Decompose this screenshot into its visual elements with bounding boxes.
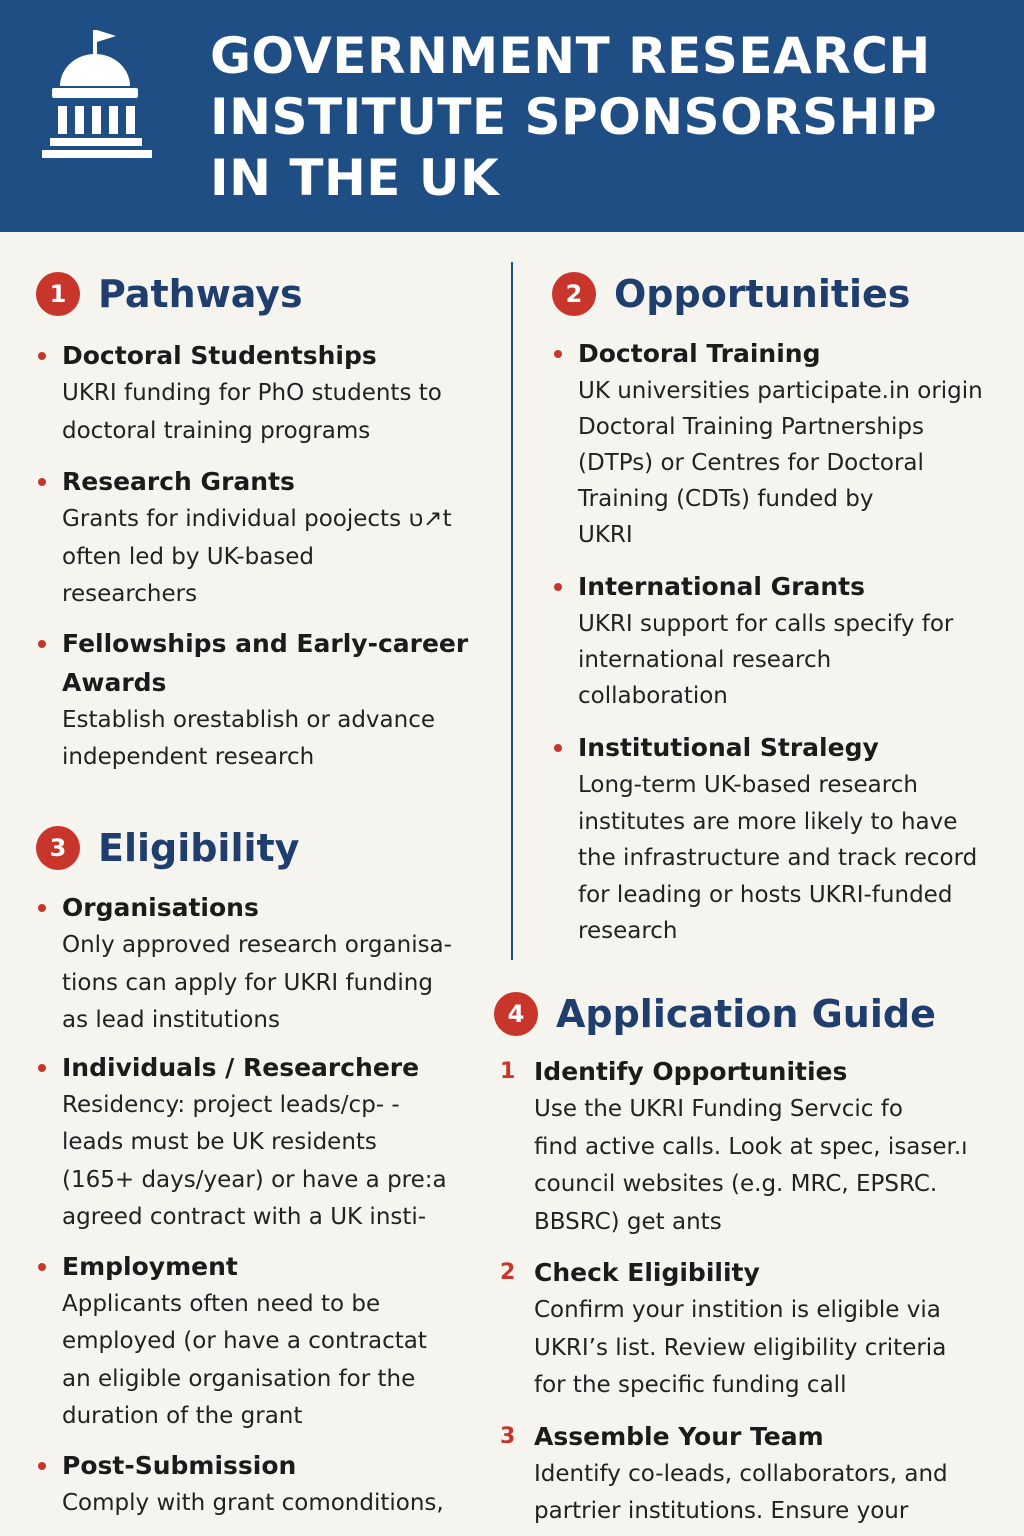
list-item	[552, 728, 992, 950]
item-title-wrap	[552, 728, 992, 767]
desc-line: duration of the grant	[62, 1403, 303, 1429]
list-item	[36, 624, 496, 777]
desc-line: an eligible organisation for the	[62, 1365, 416, 1392]
desc-line: Establish orestablish or advance	[62, 706, 436, 733]
desc-line: doctoral training programs	[62, 417, 371, 444]
desc-line: UKRI	[578, 522, 633, 548]
list-item	[552, 567, 992, 714]
section-title: Pathways	[98, 272, 303, 316]
item-title: Individuals / Researchere	[62, 1052, 420, 1082]
list-item	[36, 336, 496, 450]
step-number: 3	[500, 1423, 516, 1449]
bullet-icon	[38, 478, 46, 486]
desc-line: Applicants often need to be	[62, 1290, 381, 1317]
item-description	[36, 1087, 496, 1237]
item-description	[552, 767, 992, 950]
column-divider	[511, 262, 513, 960]
desc-line: partrier institutions. Ensure your	[534, 1498, 909, 1524]
item-description	[552, 373, 992, 553]
desc-line: Residency: project leads/cp- -	[62, 1091, 400, 1118]
desc-line: leads must be UK residents	[62, 1129, 377, 1155]
section-title: Opportunities	[614, 272, 911, 316]
desc-line: Use the UKRI Funding Servcic fo	[534, 1096, 903, 1122]
header-banner	[0, 0, 1024, 232]
section-header	[552, 264, 992, 320]
desc-line: UKRI support for calls specify for	[578, 611, 954, 637]
desc-line: Comply with grant comonditions,	[62, 1489, 444, 1516]
step-number: 2	[500, 1260, 516, 1285]
guide-step	[494, 1253, 1004, 1405]
list-item	[36, 1048, 496, 1237]
bullet-icon	[38, 640, 46, 648]
desc-line: council websites (e.g. MRC, EPSRC.	[534, 1171, 938, 1197]
desc-line: research	[578, 918, 678, 944]
section-title: Eligibility	[98, 826, 300, 870]
desc-line: researchers	[62, 581, 198, 607]
list-item	[36, 1247, 496, 1436]
bullet-icon	[38, 1462, 46, 1470]
desc-line: for the specific funding call	[534, 1372, 847, 1398]
bullet-icon	[554, 350, 562, 358]
item-title: Check Eligibility	[534, 1258, 760, 1287]
section-number-badge: 3	[36, 826, 80, 870]
item-description	[494, 1091, 1004, 1241]
desc-line: institutes are more likely to have	[578, 808, 958, 835]
item-title: Post-Submission	[62, 1450, 297, 1480]
item-title-wrap	[36, 336, 496, 375]
bullet-icon	[554, 583, 562, 591]
section-header	[494, 984, 1004, 1040]
desc-line: often led by UK-based	[62, 543, 315, 570]
desc-line: Doctoral Training Partnerships	[578, 414, 924, 440]
pathways-section	[36, 264, 496, 777]
item-title: Assemble Your Team	[534, 1421, 824, 1451]
desc-line: Grants for individual poojects ט↗t	[62, 506, 452, 532]
desc-line: employed (or have a contractat	[62, 1328, 427, 1354]
item-title: Organisations	[62, 893, 259, 922]
desc-line: the infrastructure and track record	[578, 845, 978, 871]
government-building-icon	[40, 26, 160, 160]
item-title-wrap	[494, 1253, 1004, 1292]
desc-line: Training (CDTs) funded by	[578, 486, 874, 512]
item-title: Fellowships and Early-career	[62, 628, 469, 658]
desc-line: as lead institutions	[62, 1007, 280, 1033]
title-line: INSTITUTE SPONSORSHIP	[210, 88, 938, 146]
section-title: Application Guide	[556, 992, 936, 1036]
item-description	[36, 1286, 496, 1436]
item-title-wrap	[36, 462, 496, 501]
desc-line: Only approved research organisa-	[62, 932, 452, 958]
bullet-icon	[38, 1064, 46, 1072]
desc-line: (165+ days/year) or have a pre:a	[62, 1166, 447, 1193]
desc-line: UKRI funding for PhO students to	[62, 380, 442, 406]
desc-line: Long-term UK-based research	[578, 772, 918, 798]
item-title-wrap	[36, 1247, 496, 1286]
section-number-badge: 4	[494, 992, 538, 1036]
item-description	[36, 375, 496, 450]
guide-step	[494, 1417, 1004, 1531]
list-item	[36, 1446, 496, 1523]
desc-line: find active calls. Look at spec, isaser.ı	[534, 1133, 968, 1160]
desc-line: Identify co-leads, collaborators, and	[534, 1460, 948, 1487]
item-title-wrap	[36, 1446, 496, 1485]
item-title-wrap	[36, 624, 496, 702]
item-title: Research Grants	[62, 467, 295, 496]
step-number: 1	[500, 1059, 516, 1084]
section-number-badge: 1	[36, 272, 80, 316]
page-title	[210, 26, 1000, 209]
desc-line: international research	[578, 647, 832, 673]
title-line: IN THE UK	[210, 149, 500, 207]
item-title: Employment	[62, 1251, 238, 1281]
desc-line: UK universities participate.in origin	[578, 378, 983, 404]
desc-line: agreed contract with a UK insti-	[62, 1204, 427, 1230]
item-description	[36, 501, 496, 614]
application-guide-section	[494, 984, 1004, 1531]
desc-line: independent research	[62, 744, 315, 770]
item-title: Doctoral Training	[578, 339, 821, 368]
item-description	[552, 606, 992, 714]
list-item	[552, 334, 992, 553]
desc-line: collaboration	[578, 683, 728, 709]
item-title-wrap	[36, 888, 496, 927]
item-title: Institutional Stralegy	[578, 733, 879, 762]
desc-line: UKRI’s list. Review eligibility criteria	[534, 1334, 947, 1361]
item-title-wrap	[494, 1052, 1004, 1091]
bullet-icon	[554, 744, 562, 752]
item-title: International Grants	[578, 572, 865, 601]
opportunities-section	[552, 264, 992, 950]
section-number-badge: 2	[552, 272, 596, 316]
item-description	[36, 927, 496, 1040]
guide-step	[494, 1052, 1004, 1241]
item-title: Identify Opportunities	[534, 1057, 848, 1086]
item-title-wrap	[36, 1048, 496, 1087]
item-description	[494, 1292, 1004, 1405]
desc-line: tions can apply for UKRI funding	[62, 969, 433, 996]
section-header	[36, 818, 496, 874]
item-description	[36, 1485, 496, 1523]
list-item	[36, 462, 496, 614]
item-title-wrap	[552, 334, 992, 373]
desc-line: (DTPs) or Centres for Doctoral	[578, 450, 924, 476]
bullet-icon	[38, 1263, 46, 1271]
item-title-wrap	[552, 567, 992, 606]
item-title: Doctoral Studentships	[62, 341, 377, 370]
eligibility-section	[36, 818, 496, 1522]
desc-line: for leading or hosts UKRI-funded	[578, 881, 953, 908]
item-title-wrap	[494, 1417, 1004, 1456]
title-line: GOVERNMENT RESEARCH	[210, 27, 931, 85]
bullet-icon	[38, 352, 46, 360]
desc-line: BBSRC) get ants	[534, 1208, 722, 1235]
bullet-icon	[38, 904, 46, 912]
desc-line: Confirm your instition is eligible via	[534, 1297, 941, 1323]
item-description	[36, 702, 496, 777]
section-header	[36, 264, 496, 320]
item-description	[494, 1456, 1004, 1531]
list-item	[36, 888, 496, 1040]
item-title: Awards	[62, 667, 167, 697]
